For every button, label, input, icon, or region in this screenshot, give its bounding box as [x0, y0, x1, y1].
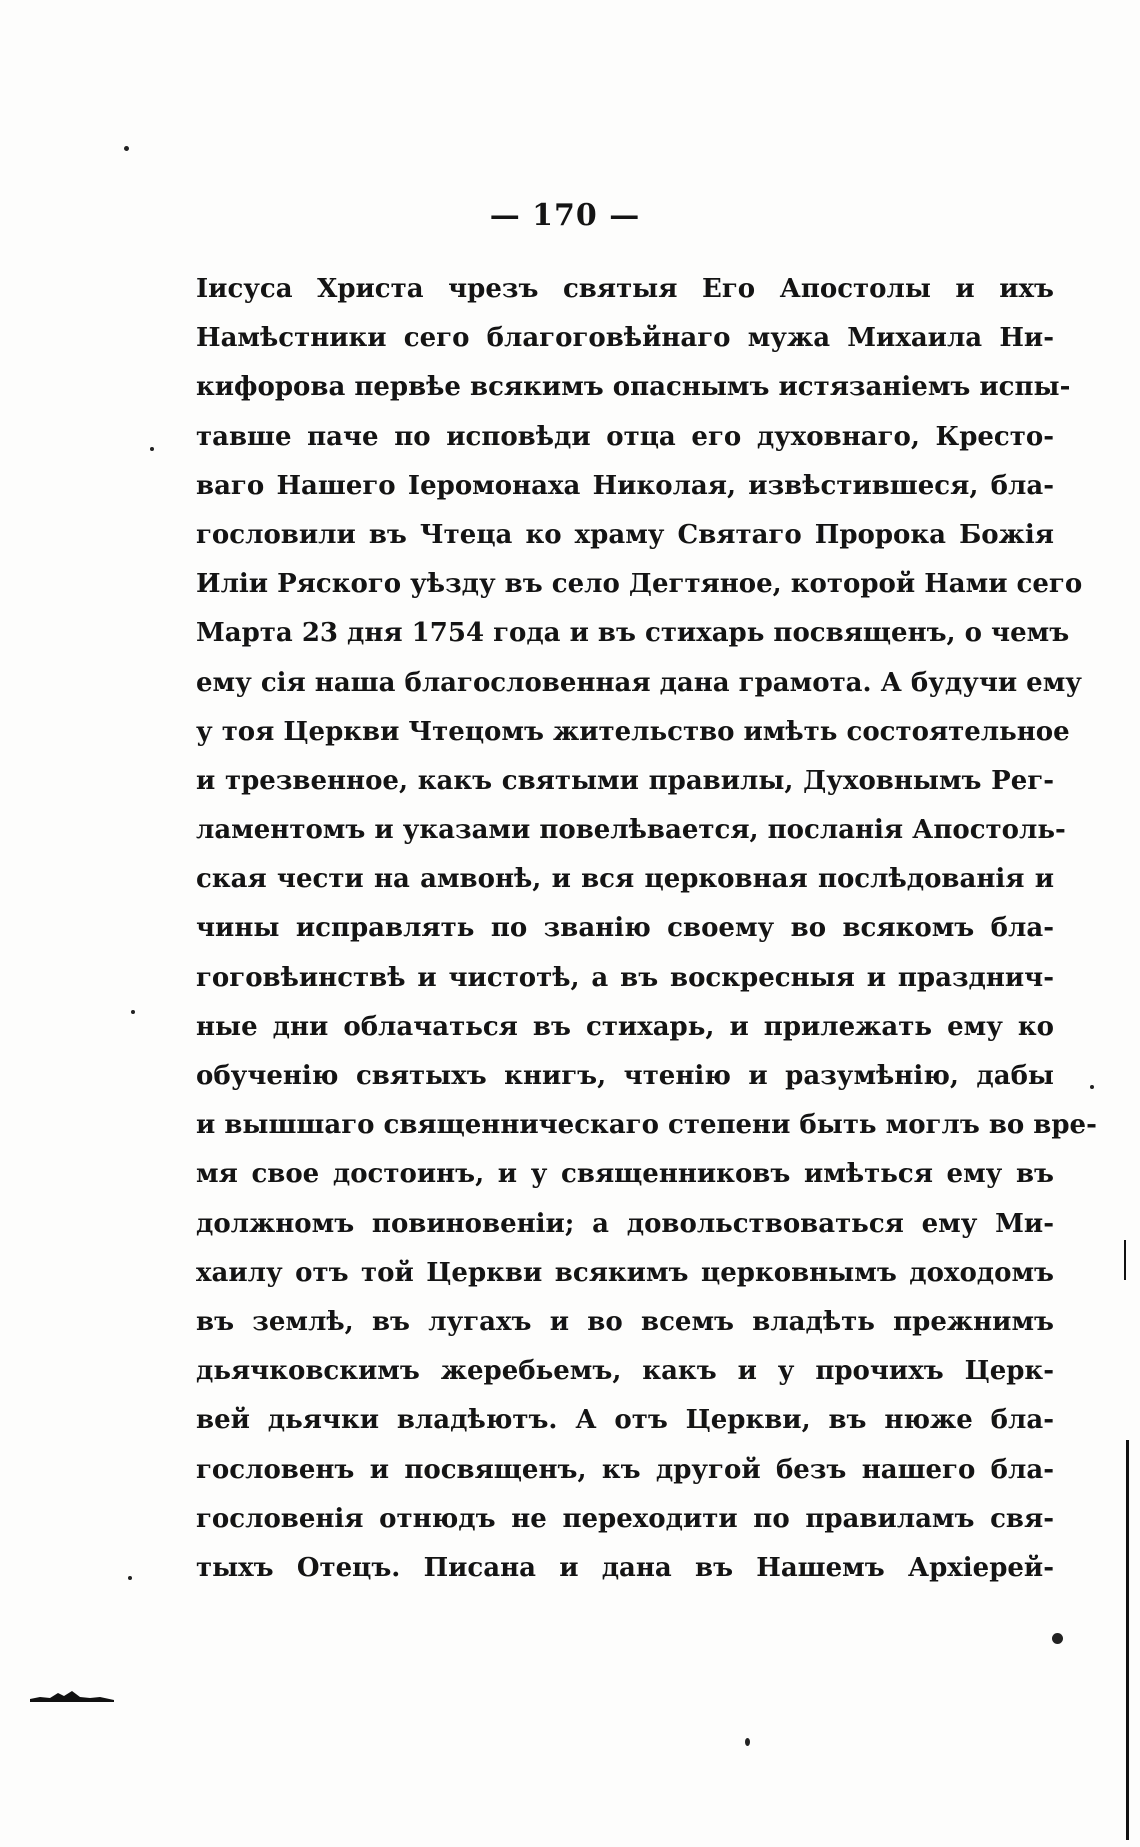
- text-line: въ землѣ, въ лугахъ и во всемъ владѣть прежнимъ: [196, 1306, 1054, 1337]
- text-line: тыхъ Отецъ. Писана и дана въ Нашемъ Архіерей-: [196, 1552, 1054, 1583]
- scan-speck: [745, 1738, 750, 1746]
- text-line: Марта 23 дня 1754 года и въ стихарь посвященъ, о чемъ: [196, 618, 1070, 649]
- text-line: обученію святыхъ книгъ, чтенію и разумѣнію, дабы: [196, 1061, 1054, 1091]
- text-line: у тоя Церкви Чтецомъ жительство имѣть состоятельное: [196, 716, 1070, 747]
- scan-edge-line: [1126, 1440, 1129, 1840]
- body-text: [196, 265, 1097, 1593]
- scan-speck: [124, 146, 129, 151]
- text-line: Намѣстники сего благоговѣйнаго мужа Михаила Ни-: [196, 323, 1054, 354]
- text-line: ваго Нашего Іеромонаха Николая, извѣстившеся, бла-: [196, 470, 1054, 501]
- text-line: Іисуса Христа чрезъ святыя Его Апостолы и ихъ: [196, 274, 1054, 304]
- ink-blot: [30, 1689, 114, 1703]
- text-line: мя свое достоинъ, и у священниковъ имѣться ему въ: [196, 1159, 1054, 1190]
- text-line: гословили въ Чтеца ко храму Святаго Пророка Божія: [196, 519, 1054, 550]
- text-line: ламентомъ и указами повелѣвается, посланія Апостоль-: [196, 815, 1066, 846]
- text-line: гоговѣинствѣ и чистотѣ, а въ воскресныя и празднич-: [196, 962, 1054, 993]
- text-line: ные дни облачаться въ стихарь, и прилежать ему ко: [196, 1011, 1054, 1042]
- text-line: ская чести на амвонѣ, и вся церковная послѣдованія и: [196, 864, 1054, 895]
- text-line: вей дьячки владѣютъ. А отъ Церкви, въ нюже бла-: [196, 1405, 1054, 1436]
- text-line: и вышшаго священническаго степени быть моглъ во вре-: [196, 1110, 1097, 1141]
- scan-speck: [131, 1010, 135, 1014]
- text-line: гословенъ и посвященъ, къ другой безъ нашего бла-: [196, 1454, 1054, 1485]
- scan-speck: [128, 1576, 132, 1580]
- page-number: — 170 —: [489, 198, 641, 233]
- text-line: гословенія отнюдъ не переходити по правиламъ свя-: [196, 1503, 1054, 1534]
- text-line: дьячковскимъ жеребьемъ, какъ и у прочихъ Церк-: [196, 1356, 1054, 1387]
- scan-edge-line: [1124, 1240, 1126, 1280]
- scan-speck: [1090, 1085, 1094, 1089]
- text-line: и трезвенное, какъ святыми правилы, Духовнымъ Рег-: [196, 765, 1054, 796]
- text-line: тавше паче по исповѣди отца его духовнаго, Кресто-: [196, 421, 1054, 452]
- text-line: чины исправлять по званію своему во всякомъ бла-: [196, 913, 1054, 944]
- text-line: Иліи Ряского уѣзду въ село Дегтяное, которой Нами сего: [196, 569, 1083, 600]
- text-line: хаилу отъ той Церкви всякимъ церковнымъ доходомъ: [196, 1257, 1054, 1288]
- text-line: должномъ повиновеніи; а довольствоваться ему Ми-: [196, 1208, 1054, 1239]
- scan-speck: [150, 447, 154, 451]
- text-line: кифорова первѣе всякимъ опаснымъ истязаніемъ испы-: [196, 372, 1071, 403]
- scan-speck: [1052, 1633, 1063, 1644]
- text-line: ему сія наша благословенная дана грамота. А будучи ему: [196, 667, 1082, 698]
